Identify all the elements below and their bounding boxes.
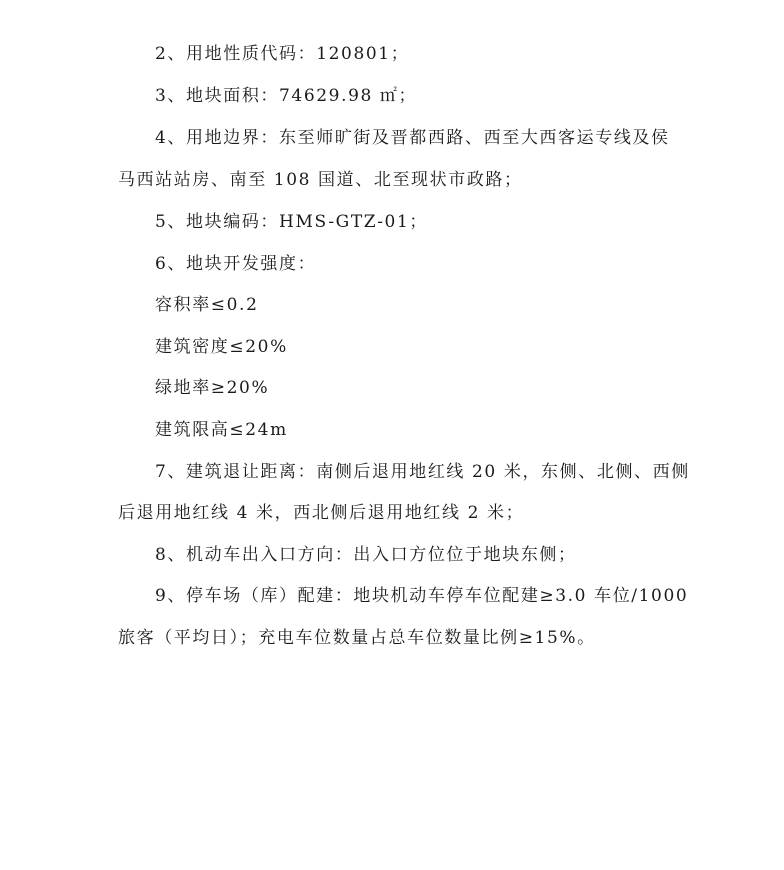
item-vehicle-entrance: 8、机动车出入口方向：出入口方位位于地块东侧； — [155, 545, 577, 565]
green-ratio: 绿地率≥20% — [155, 378, 270, 398]
item-plot-area: 3、地块面积：74629.98 ㎡； — [155, 86, 418, 106]
item-parking-line1: 9、停车场（库）配建：地块机动车停车位配建≥3.0 车位/1000 — [155, 586, 689, 606]
item-development-intensity: 6、地块开发强度： — [155, 254, 317, 274]
item-setback-line2: 后退用地红线 4 米，西北侧后退用地红线 2 米； — [118, 503, 525, 523]
item-boundary-line1: 4、用地边界：东至师旷街及晋都西路、西至大西客运专线及侯 — [155, 128, 670, 148]
item-land-use-code: 2、用地性质代码：120801； — [155, 44, 410, 64]
item-setback-line1: 7、建筑退让距离：南侧后退用地红线 20 米，东侧、北侧、西侧 — [155, 462, 690, 482]
height-limit: 建筑限高≤24m — [155, 420, 288, 440]
floor-area-ratio: 容积率≤0.2 — [155, 295, 259, 315]
item-plot-code: 5、地块编码：HMS-GTZ-01； — [155, 212, 428, 232]
item-boundary-line2: 马西站站房、南至 108 国道、北至现状市政路； — [118, 170, 523, 190]
building-density: 建筑密度≤20% — [155, 337, 288, 357]
item-parking-line2: 旅客（平均日）；充电车位数量占总车位数量比例≥15%。 — [118, 628, 596, 648]
